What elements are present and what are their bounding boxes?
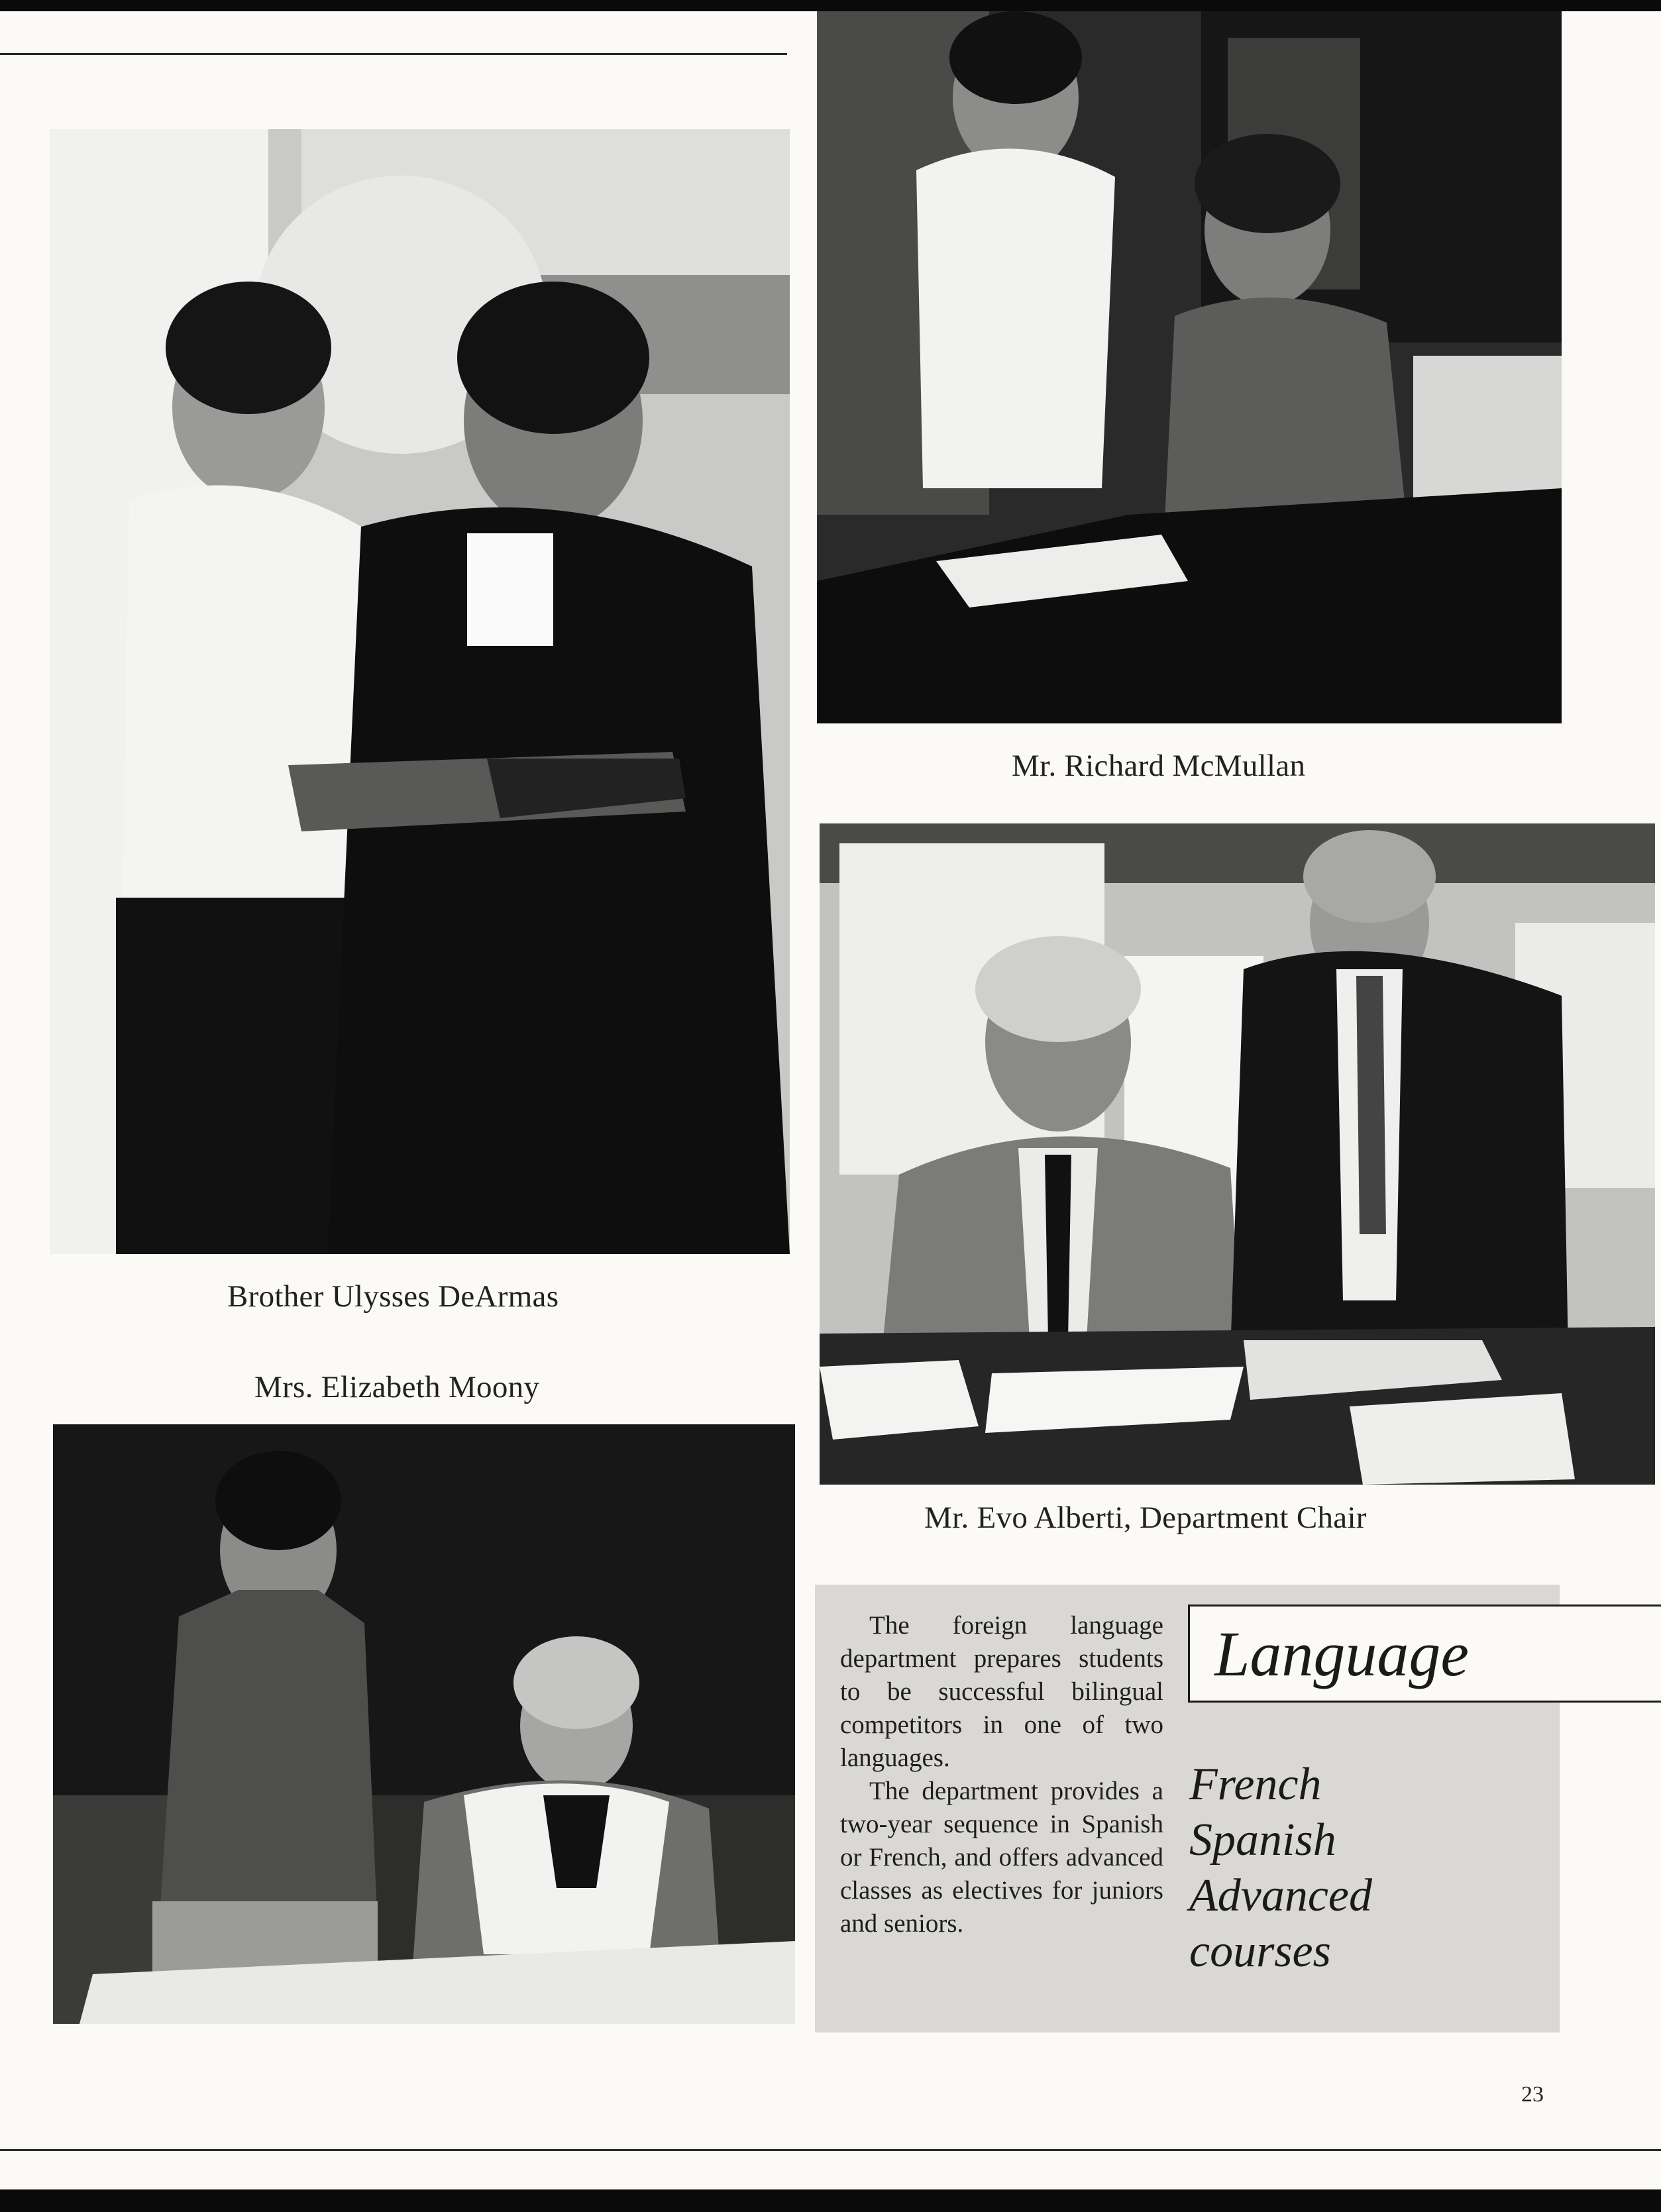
caption-moony: Mrs. Elizabeth Moony bbox=[254, 1370, 540, 1404]
topic-item-spanish: Spanish bbox=[1189, 1815, 1336, 1866]
section-title: Language bbox=[1214, 1618, 1469, 1689]
photo-brother-dearmas bbox=[50, 129, 790, 1254]
caption-brother-dearmas: Brother Ulysses DeArmas bbox=[227, 1279, 559, 1314]
topic-item-advanced: Advanced bbox=[1189, 1870, 1372, 1921]
photo-moony bbox=[53, 1424, 795, 2024]
description-paragraph-2: The department provides a two-year sequence in Spanish or French, and offers advanced classes as electives for juniors and seniors. bbox=[840, 1777, 1163, 1938]
page-number: 23 bbox=[1521, 2082, 1544, 2107]
topic-item-french: French bbox=[1189, 1759, 1322, 1810]
bottom-rule bbox=[0, 2149, 1661, 2151]
photo-alberti bbox=[820, 823, 1655, 1485]
section-title-box bbox=[1188, 1605, 1661, 1703]
caption-alberti: Mr. Evo Alberti, Department Chair bbox=[924, 1501, 1367, 1535]
description-paragraph-1: The foreign language department prepares students to be successful bilingual competitors in one of two languages. bbox=[840, 1611, 1163, 1772]
yearbook-page bbox=[0, 11, 1661, 2189]
topic-item-courses: courses bbox=[1189, 1926, 1331, 1977]
department-description bbox=[840, 1609, 1163, 1940]
photo-mcmullan bbox=[817, 11, 1562, 723]
top-rule bbox=[0, 53, 787, 55]
caption-mcmullan: Mr. Richard McMullan bbox=[1012, 749, 1306, 783]
topic-list bbox=[1189, 1757, 1372, 1979]
